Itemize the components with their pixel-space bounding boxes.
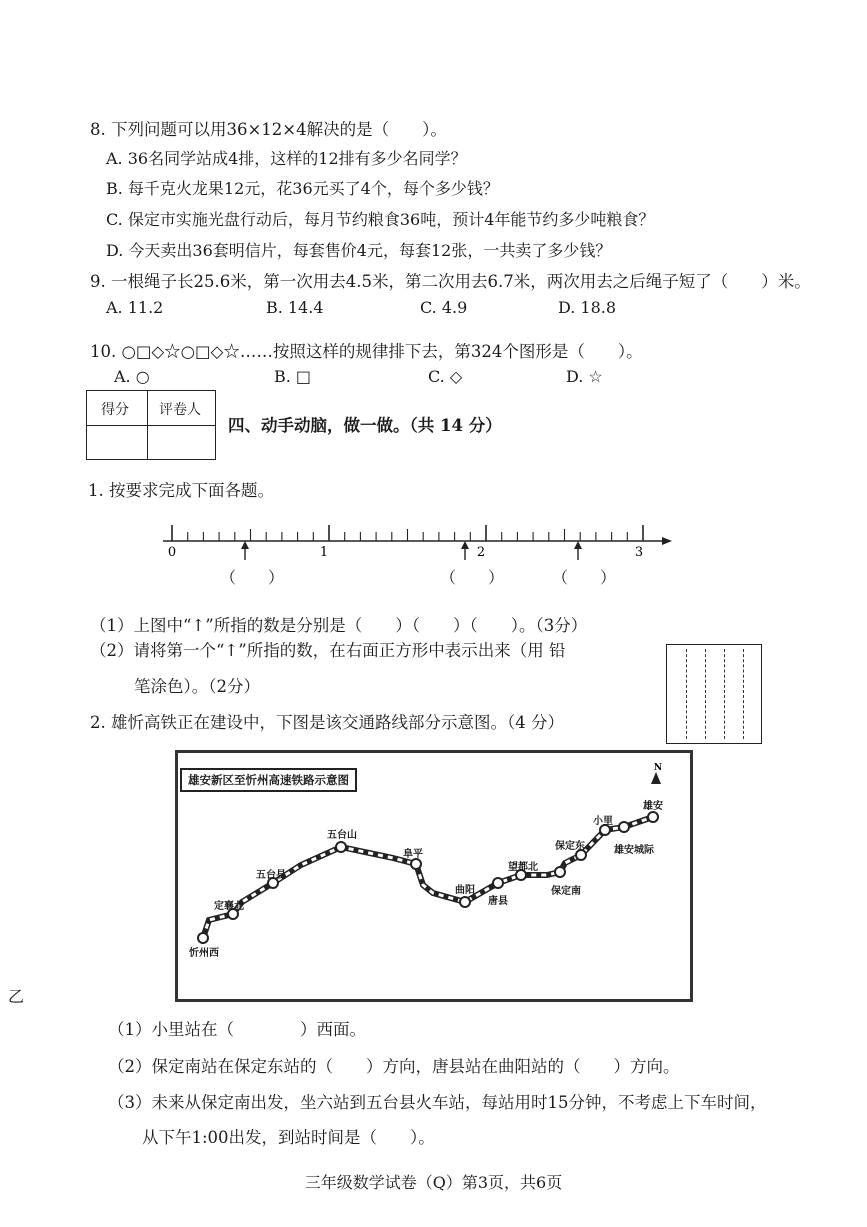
p2-stem: 2. 雄忻高铁正在建设中，下图是该交通路线部分示意图。（4 分） [90, 713, 564, 732]
station-marker [411, 859, 421, 869]
q9-option-a: A. 11.2 [106, 298, 164, 317]
station-marker [555, 867, 565, 877]
station-quyang: 曲阳 [455, 885, 475, 896]
station-marker [460, 897, 470, 907]
number-line-label-3: 3 [634, 545, 644, 560]
station-marker [336, 842, 346, 852]
number-line-arrowhead [662, 537, 672, 545]
station-marker [648, 812, 658, 822]
q9-option-c: C. 4.9 [420, 298, 468, 317]
q8-option-c: C. 保定市实施光盘行动后，每月节约粮食36吨，预计4年能节约多少吨粮食？ [106, 210, 655, 229]
station-xiongan: 雄安 [643, 801, 663, 812]
station-xiaoli: 小里 [593, 816, 613, 827]
score-table [86, 390, 216, 460]
answer-blank-2[interactable]: （ ） [440, 568, 505, 587]
answer-blank-3[interactable]: （ ） [552, 568, 617, 587]
number-line-label-1: 1 [319, 545, 329, 560]
station-xinzhouxi: 忻州西 [189, 948, 219, 959]
map-title: 雄安新区至忻州高速铁路示意图 [180, 768, 357, 792]
p2-sub1: （1）小里站在（ ）西面。 [108, 1020, 366, 1039]
station-marker [619, 822, 629, 832]
station-baodingnan: 保定南 [551, 886, 581, 897]
station-wutaixian: 五台县 [256, 870, 286, 881]
north-arrow-icon [651, 772, 661, 784]
station-fuping: 阜平 [403, 849, 423, 860]
q10-stem: 10. ○□◇☆○□◇☆……按照这样的规律排下去，第324个图形是（ ）。 [90, 342, 643, 361]
shading-square[interactable] [666, 644, 762, 744]
p1-sub2: （2）请将第一个“↑”所指的数，在右面正方形中表示出来（用 铅 [90, 641, 566, 660]
number-line-label-0: 0 [167, 545, 177, 560]
q8-stem: 8. 下列问题可以用36×12×4解决的是（ ）。 [90, 120, 447, 139]
q10-option-b: B. □ [274, 367, 312, 386]
station-baodingdong: 保定东 [555, 841, 585, 852]
page-footer: 三年级数学试卷（Q）第3页，共6页 [304, 1173, 563, 1192]
q8-option-d: D. 今天卖出36套明信片，每套售价4元，每套12张，一共卖了多少钱？ [106, 241, 612, 260]
q8-option-b: B. 每千克火龙果12元，花36元买了4个，每个多少钱？ [106, 179, 499, 198]
p2-sub3-cont: 从下午1:00出发，到站时间是（ ）。 [142, 1128, 435, 1147]
up-arrow-icon [461, 541, 469, 560]
q10-option-d: D. ☆ [566, 367, 603, 386]
up-arrow-icon [574, 541, 582, 560]
number-line-label-2: 2 [476, 545, 486, 560]
station-wutaishan: 五台山 [327, 830, 357, 841]
margin-mark: 乙 [8, 987, 25, 1006]
p2-sub2: （2）保定南站在保定东站的（ ）方向，唐县站在曲阳站的（ ）方向。 [108, 1057, 680, 1076]
p1-sub2-cont: 笔涂色）。（2分） [134, 677, 260, 696]
q9-option-d: D. 18.8 [558, 298, 617, 317]
station-dingxiangbei: 定襄北 [214, 901, 244, 912]
station-marker [198, 933, 208, 943]
station-xiongancheng: 雄安城际 [614, 845, 654, 856]
number-line [150, 515, 680, 560]
railway-route [175, 750, 693, 1002]
q10-option-a: A. ○ [114, 367, 150, 386]
q8-option-a: A. 36名同学站成4排，这样的12排有多少名同学？ [106, 149, 467, 168]
station-marker [493, 878, 503, 888]
q9-stem: 9. 一根绳子长25.6米，第一次用去4.5米，第二次用去6.7米，两次用去之后绳子短了（ ）米。 [90, 272, 811, 291]
number-line-ticks [172, 525, 643, 541]
p1-stem: 1. 按要求完成下面各题。 [88, 481, 274, 500]
up-arrow-icon [241, 541, 249, 560]
section-title: 四、动手动脑，做一做。（共 14 分） [228, 416, 502, 435]
reviewer-label: 评卷人 [159, 402, 201, 418]
q10-option-c: C. ◇ [428, 367, 463, 386]
north-label: N [653, 763, 663, 773]
station-tangxian: 唐县 [488, 896, 508, 907]
p2-sub3: （3）未来从保定南出发，坐六站到五台县火车站，每站用时15分钟，不考虑上下车时间， [108, 1093, 767, 1112]
q9-option-b: B. 14.4 [266, 298, 324, 317]
station-wangdubei: 望都北 [508, 862, 538, 873]
p1-sub1: （1）上图中“↑”所指的数是分别是（ ）（ ）（ ）。（3分） [90, 616, 588, 635]
score-label: 得分 [101, 402, 129, 418]
answer-blank-1[interactable]: （ ） [220, 568, 285, 587]
